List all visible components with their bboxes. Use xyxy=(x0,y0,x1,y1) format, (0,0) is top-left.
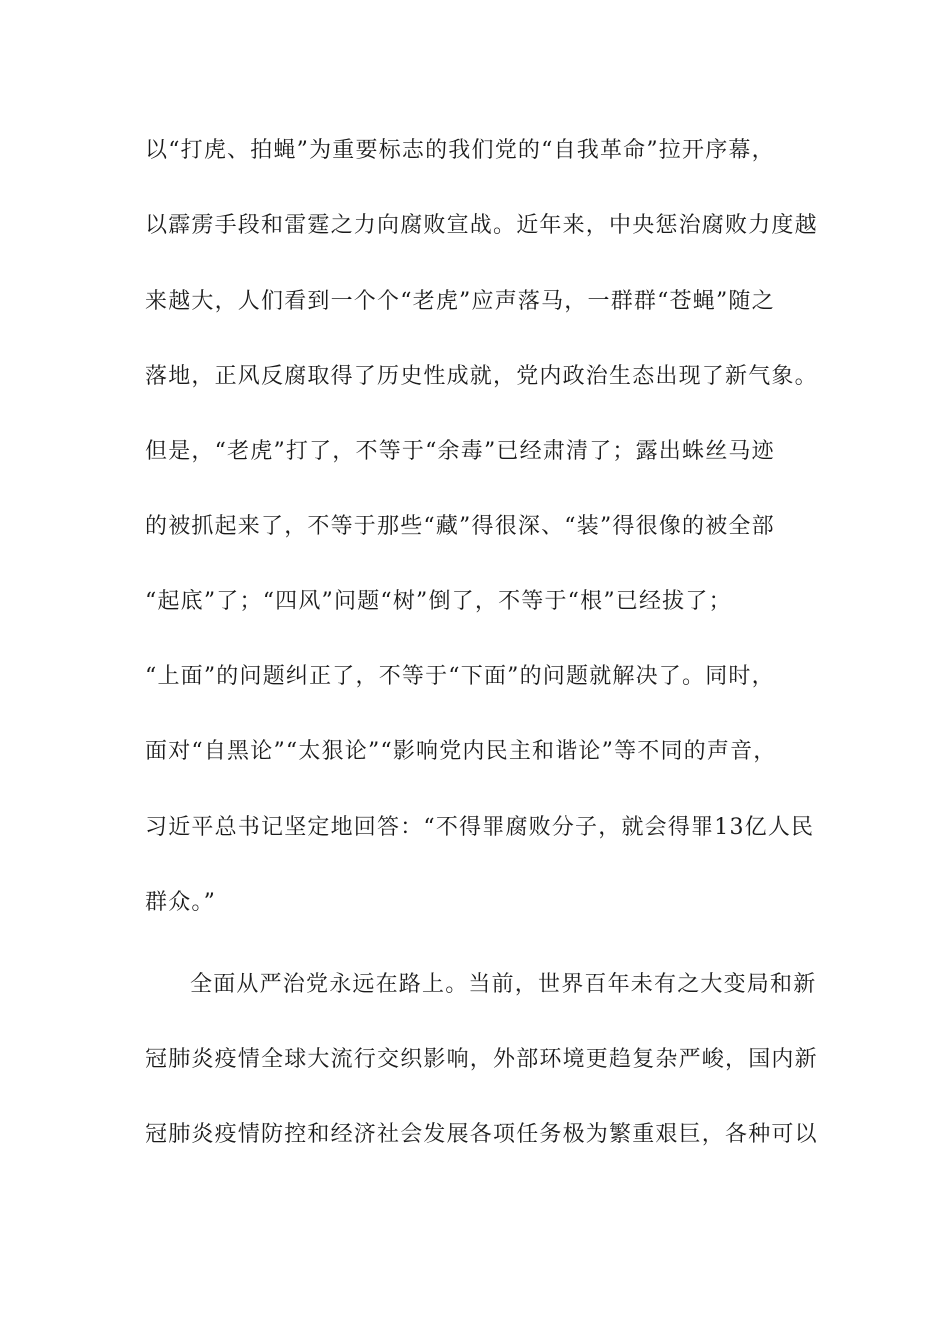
paragraph-first-line: 全面从严治党永远在路上。当前，世界百年未有之大变局和新 xyxy=(190,972,817,997)
text-line: 群众。” xyxy=(145,890,217,915)
text-line: “上面”的问题纠正了，不等于“下面”的问题就解决了。同时， xyxy=(145,664,775,689)
text-line: 的被抓起来了，不等于那些“藏”得很深、“装”得很像的被全部 xyxy=(145,514,775,539)
text-line: 习近平总书记坚定地回答：“不得罪腐败分子，就会得罪13亿人民 xyxy=(145,815,815,840)
text-line: 落地，正风反腐取得了历史性成就，党内政治生态出现了新气象。 xyxy=(145,364,818,389)
text-line: 冠肺炎疫情防控和经济社会发展各项任务极为繁重艰巨，各种可以 xyxy=(145,1122,818,1147)
text-line: “起底”了；“四风”问题“树”倒了，不等于“根”已经拔了； xyxy=(145,589,732,614)
text-line: 以霹雳手段和雷霆之力向腐败宣战。近年来，中央惩治腐败力度越 xyxy=(145,213,818,238)
text-line: 以“打虎、拍蝇”为重要标志的我们党的“自我革命”拉开序幕， xyxy=(145,138,775,163)
text-line: 冠肺炎疫情全球大流行交织影响，外部环境更趋复杂严峻，国内新 xyxy=(145,1047,818,1072)
text-line: 来越大，人们看到一个个“老虎”应声落马，一群群“苍蝇”随之 xyxy=(145,289,775,314)
text-line: 面对“自黑论”“太狠论”“影响党内民主和谐论”等不同的声音， xyxy=(145,739,777,764)
text-line: 但是，“老虎”打了，不等于“余毒”已经肃清了；露出蛛丝马迹 xyxy=(145,439,775,464)
